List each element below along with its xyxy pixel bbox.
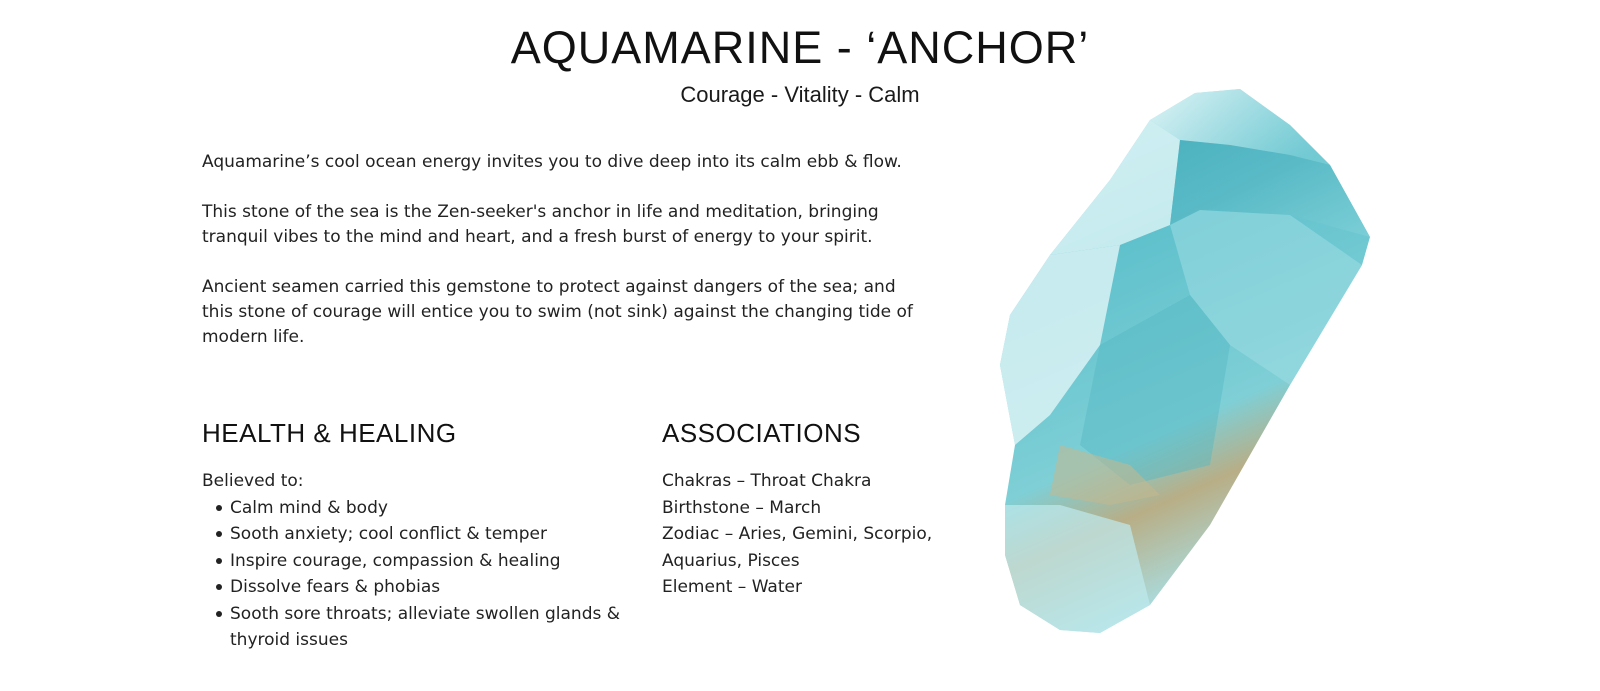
health-heading: HEALTH & HEALING <box>202 418 457 448</box>
list-item: Sooth anxiety; cool conflict & temper <box>216 521 622 548</box>
associations-heading: ASSOCIATIONS <box>662 418 862 448</box>
intro-section <box>202 150 932 375</box>
list-item: Sooth sore throats; alleviate swollen glands & thyroid issues <box>216 601 622 654</box>
health-lead: Believed to: <box>202 471 304 491</box>
list-item: Zodiac – Aries, Gemini, Scorpio, Aquarius, Pisces <box>662 524 933 571</box>
intro-paragraph: This stone of the sea is the Zen-seeker's anchor in life and meditation, bringing tranquil vibes to the mind and heart, and a fresh burst of energy to your spirit. <box>202 202 879 247</box>
list-item: Birthstone – March <box>662 497 822 518</box>
intro-paragraph: Aquamarine’s cool ocean energy invites you to dive deep into its calm ebb & flow. <box>202 152 902 172</box>
list-item: Inspire courage, compassion & healing <box>216 548 622 575</box>
page-subtitle: Courage - Vitality - Calm <box>680 82 920 107</box>
health-section <box>202 418 622 654</box>
associations-list <box>662 468 962 601</box>
page-title: AQUAMARINE - ‘ANCHOR’ <box>510 22 1090 73</box>
list-item: Chakras – Throat Chakra <box>662 471 872 491</box>
aquamarine-crystal-image <box>990 85 1410 665</box>
associations-section <box>662 418 962 601</box>
list-item: Element – Water <box>662 577 802 597</box>
list-item: Dissolve fears & phobias <box>216 574 622 601</box>
health-list <box>202 495 622 654</box>
list-item: Calm mind & body <box>216 495 622 522</box>
intro-paragraph: Ancient seamen carried this gemstone to protect against dangers of the sea; and this stone of courage will entice you to swim (not sink) against the changing tide of modern life. <box>202 277 913 347</box>
